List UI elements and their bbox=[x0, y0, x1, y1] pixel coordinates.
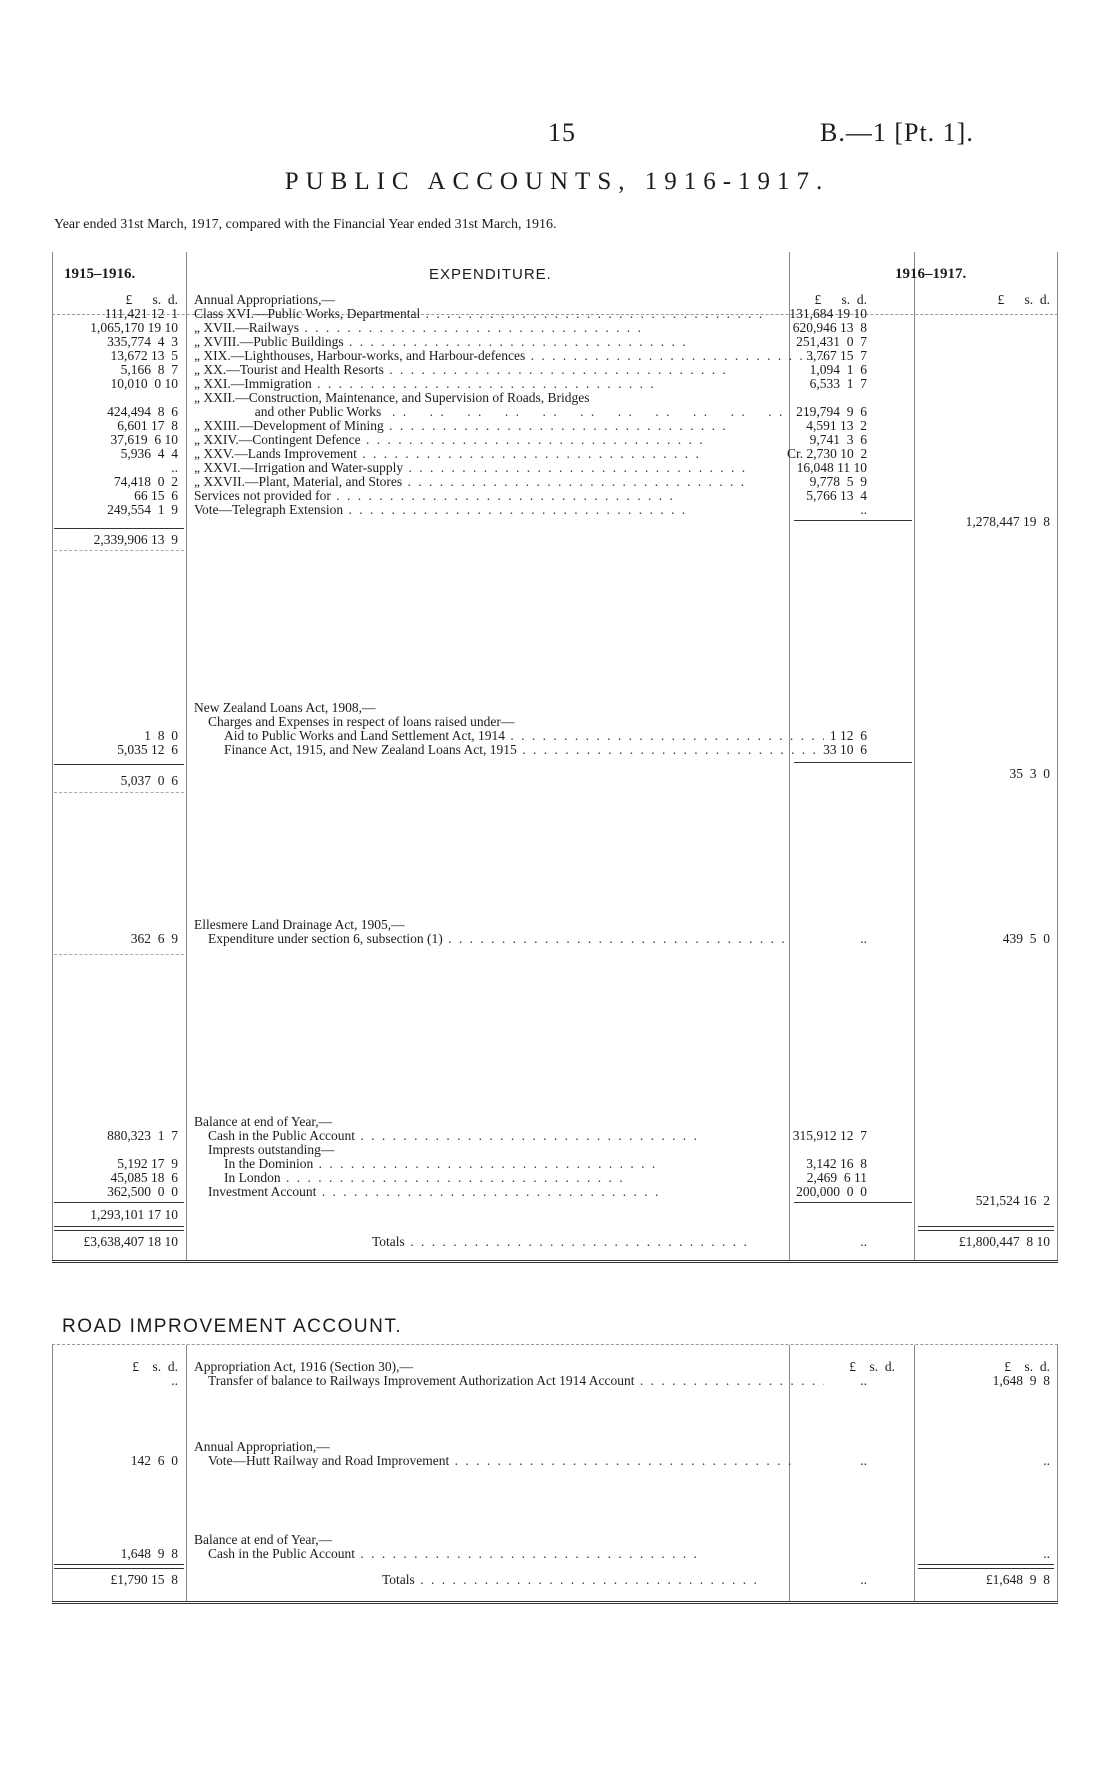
table-row bbox=[52, 362, 1058, 377]
table-row bbox=[52, 320, 1058, 335]
curr-year-amount: 9,741 3 6 bbox=[809, 432, 867, 447]
grand-total-prev: £1,790 15 8 bbox=[110, 1572, 178, 1587]
table-row bbox=[52, 432, 1058, 447]
prev-year-amount: 249,554 1 9 bbox=[107, 502, 178, 517]
subtotal-row bbox=[52, 514, 1058, 529]
table-row bbox=[52, 931, 1058, 946]
curr-year-amount: .. bbox=[860, 1453, 867, 1468]
row-description: „ XXI.—Immigration . . bbox=[194, 376, 824, 391]
curr-year-amount: 3,767 15 7 bbox=[806, 348, 867, 363]
row-description: Expenditure under section 6, subsection (1) . . bbox=[208, 931, 824, 946]
document-title: PUBLIC ACCOUNTS, 1916-1917. bbox=[284, 168, 830, 195]
section-heading-row bbox=[52, 700, 1058, 715]
curr-year-amount: Cr. 2,730 10 2 bbox=[787, 446, 868, 461]
prev-year-amount: 5,035 12 6 bbox=[117, 742, 178, 757]
row-description: Finance Act, 1915, and New Zealand Loans Act, 1915 . . bbox=[224, 742, 824, 757]
prev-year-amount: 5,936 4 4 bbox=[120, 446, 178, 461]
table-row bbox=[52, 1373, 1058, 1388]
prev-year-amount: 362 6 9 bbox=[130, 931, 178, 946]
totals-placeholder: .. bbox=[860, 1572, 867, 1587]
table-row bbox=[52, 1546, 1058, 1561]
section-total: .. bbox=[1043, 1453, 1050, 1468]
table-row bbox=[52, 348, 1058, 363]
prev-year-amount: 74,418 0 2 bbox=[113, 474, 178, 489]
row-description: In the Dominion . . bbox=[224, 1156, 824, 1171]
prev-year-amount: 6,601 17 8 bbox=[117, 418, 178, 433]
prev-year-amount: 880,323 1 7 bbox=[107, 1128, 178, 1143]
column-header-expenditure: EXPENDITURE. bbox=[429, 266, 552, 283]
prev-year-amount: 37,619 6 10 bbox=[110, 432, 178, 447]
prev-year-amount: 66 15 6 bbox=[134, 488, 178, 503]
units-row bbox=[52, 1359, 1058, 1374]
row-description: Cash in the Public Account . . bbox=[208, 1128, 824, 1143]
curr-year-amount: 315,912 12 7 bbox=[792, 1128, 867, 1143]
row-description: Vote—Telegraph Extension . . bbox=[194, 502, 824, 517]
curr-year-amount: 620,946 13 8 bbox=[792, 320, 867, 335]
curr-year-amount: 3,142 16 8 bbox=[806, 1156, 867, 1171]
section-heading-row bbox=[52, 1532, 1058, 1547]
section-heading: Annual Appropriations,— bbox=[194, 292, 335, 307]
grand-total-curr: £1,648 9 8 bbox=[985, 1572, 1050, 1587]
document-reference: B.—1 [Pt. 1]. bbox=[820, 118, 974, 147]
units-row bbox=[52, 292, 1058, 307]
row-description: „ XXIV.—Contingent Defence . . bbox=[194, 432, 824, 447]
table-row bbox=[52, 334, 1058, 349]
section-divider bbox=[54, 954, 184, 955]
total-rule bbox=[918, 1564, 1054, 1569]
curr-year-amount: .. bbox=[860, 502, 867, 517]
row-description: Investment Account . . bbox=[208, 1184, 824, 1199]
section-total: 1,648 9 8 bbox=[992, 1373, 1050, 1388]
units-label: £ s. d. bbox=[125, 292, 178, 307]
curr-year-amount: 5,766 13 4 bbox=[806, 488, 867, 503]
section-heading-row bbox=[52, 1439, 1058, 1454]
curr-year-amount: 4,591 13 2 bbox=[806, 418, 867, 433]
section-total: .. bbox=[1043, 1546, 1050, 1561]
row-description: In London . . bbox=[224, 1170, 824, 1185]
prev-year-amount: 13,672 13 5 bbox=[110, 348, 178, 363]
total-rule bbox=[54, 1564, 184, 1569]
section-total: 521,524 16 2 bbox=[975, 1193, 1050, 1208]
total-rule bbox=[918, 1226, 1054, 1231]
section-total-prev: 2,339,906 13 9 bbox=[93, 532, 178, 547]
row-description: Cash in the Public Account . . bbox=[208, 1546, 824, 1561]
table-row bbox=[52, 1128, 1058, 1143]
table-row bbox=[52, 474, 1058, 489]
section-heading: Balance at end of Year,— bbox=[194, 1532, 333, 1547]
row-description: „ XIX.—Lighthouses, Harbour-works, and Harbour-defences . . bbox=[194, 348, 824, 363]
totals-label: Totals . . bbox=[382, 1572, 824, 1587]
table-row bbox=[52, 488, 1058, 503]
row-description: „ XX.—Tourist and Health Resorts . . bbox=[194, 362, 824, 377]
grand-total-curr: £1,800,447 8 10 bbox=[958, 1234, 1050, 1249]
curr-year-amount: 1 12 6 bbox=[829, 728, 867, 743]
table-row bbox=[52, 1170, 1058, 1185]
totals-row bbox=[52, 1234, 1058, 1249]
totals-placeholder: .. bbox=[860, 1234, 867, 1249]
section-heading: Balance at end of Year,— bbox=[194, 1114, 333, 1129]
prev-year-amount: 1,065,170 19 10 bbox=[90, 320, 178, 335]
row-description: Transfer of balance to Railways Improvement Authorization Act 1914 Account . . bbox=[208, 1373, 824, 1388]
road-account-title: ROAD IMPROVEMENT ACCOUNT. bbox=[62, 1316, 403, 1337]
section-subheading: Charges and Expenses in respect of loans raised under— bbox=[208, 714, 515, 729]
section-subheading-row bbox=[52, 1142, 1058, 1157]
road-account-table bbox=[52, 1344, 1058, 1604]
table-row bbox=[52, 728, 1058, 743]
totals-row bbox=[52, 1572, 1058, 1587]
section-heading: Appropriation Act, 1916 (Section 30),— bbox=[194, 1359, 413, 1374]
totals-label: Totals . . bbox=[372, 1234, 824, 1249]
prev-year-amount: 424,494 8 6 bbox=[107, 404, 178, 419]
subtotal-row bbox=[52, 532, 1058, 547]
section-heading: Annual Appropriation,— bbox=[194, 1439, 330, 1454]
table-row bbox=[52, 390, 1058, 405]
prev-year-amount: 335,774 4 3 bbox=[107, 334, 178, 349]
section-subheading-row bbox=[52, 714, 1058, 729]
curr-year-amount: 2,469 6 11 bbox=[806, 1170, 867, 1185]
units-label: £ s. d. bbox=[849, 1359, 895, 1374]
table-row bbox=[52, 742, 1058, 757]
row-description: „ XXVII.—Plant, Material, and Stores . . bbox=[194, 474, 824, 489]
row-description: Vote—Hutt Railway and Road Improvement . . bbox=[208, 1453, 824, 1468]
prev-year-amount: 1 8 0 bbox=[144, 728, 178, 743]
prev-year-amount: 5,166 8 7 bbox=[120, 362, 178, 377]
subtotal-row bbox=[52, 773, 1058, 788]
prev-year-amount: 362,500 0 0 bbox=[107, 1184, 178, 1199]
prev-year-amount: 142 6 0 bbox=[130, 1453, 178, 1468]
section-total: 439 5 0 bbox=[1002, 931, 1050, 946]
document-subtitle: Year ended 31st March, 1917, compared with the Financial Year ended 31st March, 1916. bbox=[54, 217, 557, 232]
units-label: £ s. d. bbox=[997, 292, 1050, 307]
row-description: „ XXVI.—Irrigation and Water-supply . . bbox=[194, 460, 824, 475]
curr-year-amount: .. bbox=[860, 1373, 867, 1388]
table-row bbox=[52, 460, 1058, 475]
total-rule bbox=[54, 1226, 184, 1231]
table-row bbox=[52, 404, 1058, 419]
section-divider bbox=[54, 550, 184, 551]
subtotal-rule bbox=[54, 764, 184, 765]
units-label: £ s. d. bbox=[1004, 1359, 1050, 1374]
curr-year-amount: 1,094 1 6 bbox=[809, 362, 867, 377]
expenditure-table bbox=[52, 252, 1058, 1263]
table-row bbox=[52, 1156, 1058, 1171]
prev-year-amount: 1,648 9 8 bbox=[120, 1546, 178, 1561]
table-row bbox=[52, 306, 1058, 321]
row-description: „ XXII.—Construction, Maintenance, and Supervision of Roads, Bridges bbox=[194, 390, 590, 405]
section-total-prev: 1,293,101 17 10 bbox=[90, 1207, 178, 1222]
section-total: 1,278,447 19 8 bbox=[965, 514, 1050, 529]
curr-year-amount: 33 10 6 bbox=[823, 742, 867, 757]
subtotal-rule bbox=[794, 762, 912, 763]
units-label: £ s. d. bbox=[814, 292, 867, 307]
row-description: and other Public Works . . bbox=[194, 404, 824, 419]
section-heading-row bbox=[52, 917, 1058, 932]
prev-year-amount: .. bbox=[171, 460, 178, 475]
row-description: „ XVIII.—Public Buildings . . bbox=[194, 334, 824, 349]
page-number: 15 bbox=[548, 118, 576, 147]
curr-year-amount: 6,533 1 7 bbox=[809, 376, 867, 391]
section-total-prev: 5,037 0 6 bbox=[120, 773, 178, 788]
subtotal-row bbox=[52, 1207, 1058, 1222]
row-description: Aid to Public Works and Land Settlement Act, 1914 . . bbox=[224, 728, 824, 743]
row-description: Class XVI.—Public Works, Departmental . . bbox=[194, 306, 824, 321]
prev-year-amount: 45,085 18 6 bbox=[110, 1170, 178, 1185]
subtotal-row bbox=[52, 1193, 1058, 1208]
prev-year-amount: .. bbox=[171, 1373, 178, 1388]
section-subheading: Imprests outstanding— bbox=[208, 1142, 335, 1157]
section-heading: New Zealand Loans Act, 1908,— bbox=[194, 700, 376, 715]
prev-year-amount: 10,010 0 10 bbox=[110, 376, 178, 391]
prev-year-amount: 5,192 17 9 bbox=[117, 1156, 178, 1171]
section-divider bbox=[54, 792, 184, 793]
curr-year-amount: 16,048 11 10 bbox=[796, 460, 867, 475]
column-header-1916-1917: 1916–1917. bbox=[895, 266, 967, 282]
units-label: £ s. d. bbox=[132, 1359, 178, 1374]
row-description: „ XVII.—Railways . . bbox=[194, 320, 824, 335]
section-heading: Ellesmere Land Drainage Act, 1905,— bbox=[194, 917, 405, 932]
curr-year-amount: 251,431 0 7 bbox=[796, 334, 867, 349]
prev-year-amount: 111,421 12 1 bbox=[104, 306, 178, 321]
table-row bbox=[52, 376, 1058, 391]
column-header-1915-1916: 1915–1916. bbox=[64, 266, 136, 282]
curr-year-amount: .. bbox=[860, 931, 867, 946]
subtotal-rule bbox=[54, 528, 184, 529]
curr-year-amount: 200,000 0 0 bbox=[796, 1184, 867, 1199]
grand-total-prev: £3,638,407 18 10 bbox=[83, 1234, 178, 1249]
table-row bbox=[52, 1453, 1058, 1468]
section-total: 35 3 0 bbox=[1009, 766, 1050, 781]
row-description: „ XXIII.—Development of Mining . . bbox=[194, 418, 824, 433]
section-heading-row bbox=[52, 1114, 1058, 1129]
curr-year-amount: 219,794 9 6 bbox=[796, 404, 867, 419]
row-description: „ XXV.—Lands Improvement . . bbox=[194, 446, 824, 461]
table-row bbox=[52, 446, 1058, 461]
curr-year-amount: 131,684 19 10 bbox=[789, 306, 867, 321]
row-description: Services not provided for . . bbox=[194, 488, 824, 503]
table-row bbox=[52, 418, 1058, 433]
curr-year-amount: 9,778 5 9 bbox=[809, 474, 867, 489]
